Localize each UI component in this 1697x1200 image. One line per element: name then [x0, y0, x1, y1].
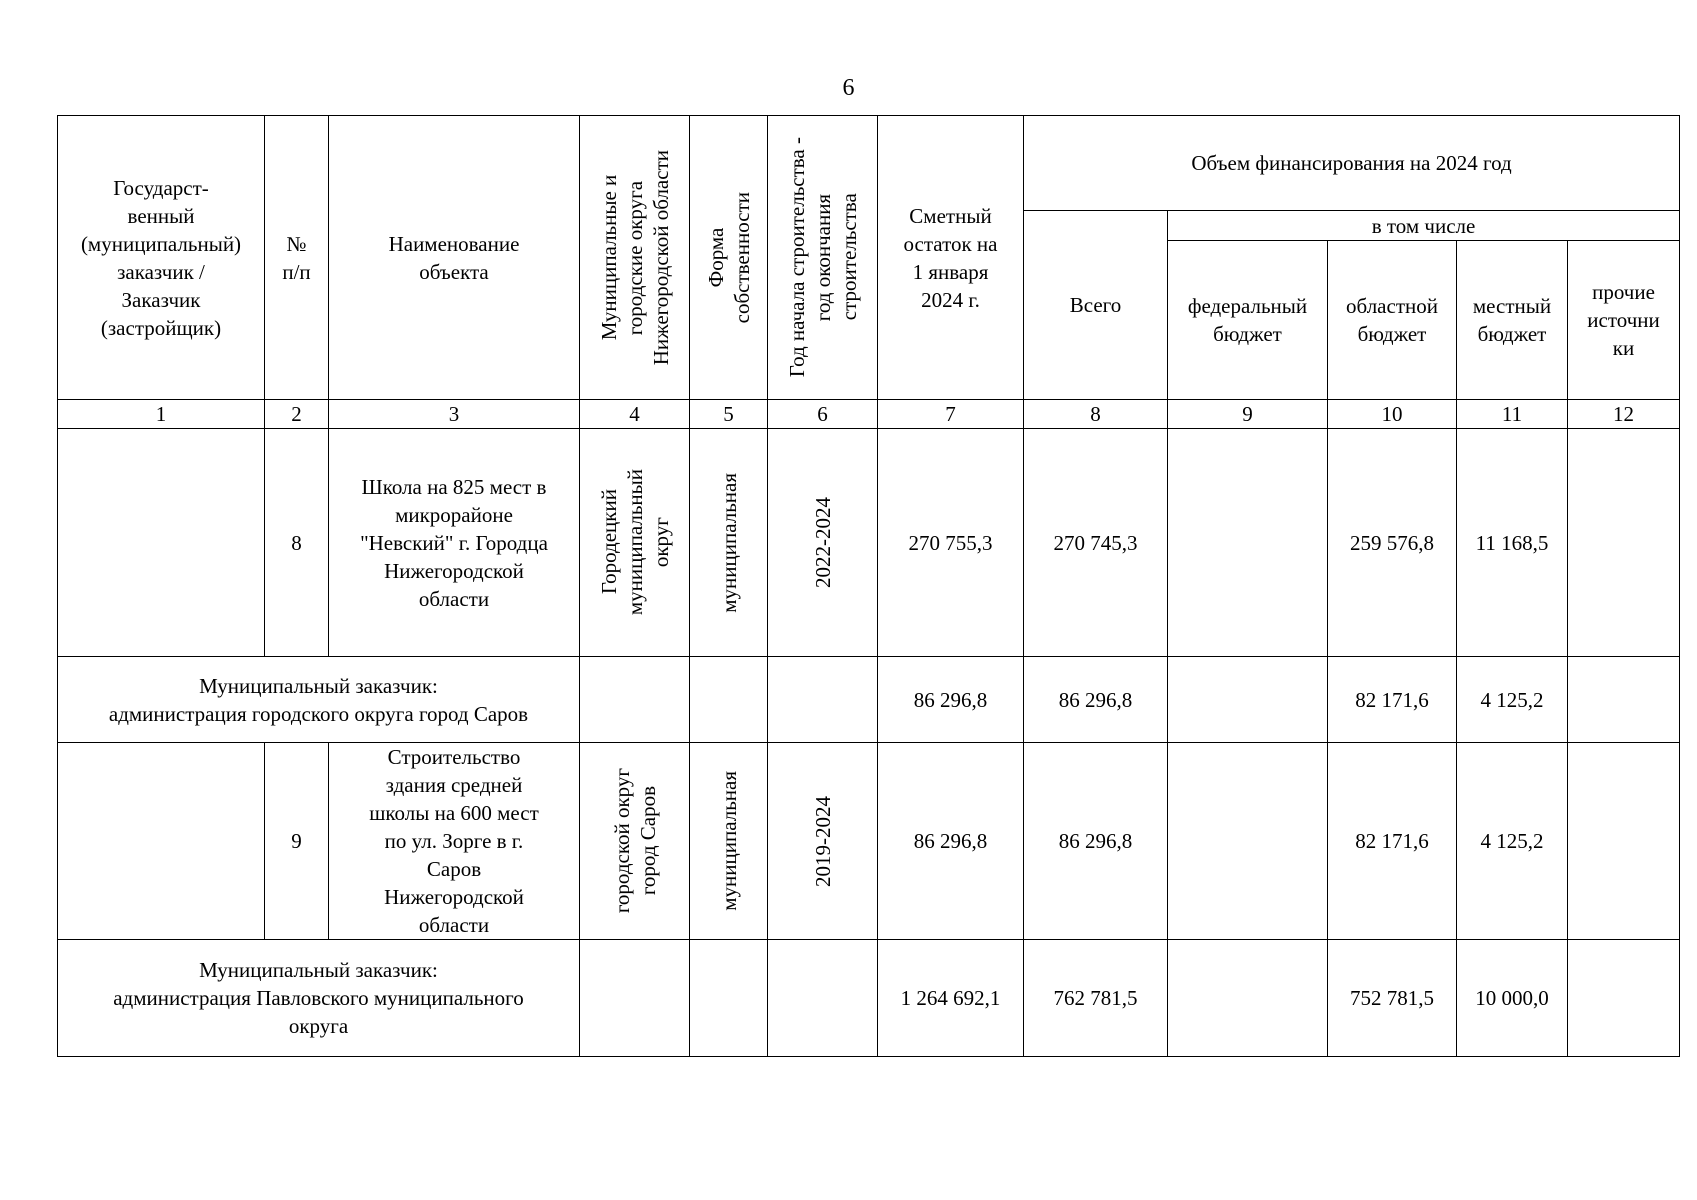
header-municipality	[580, 116, 690, 400]
header-financing: Объем финансирования на 2024 год	[1024, 116, 1680, 211]
column-number: 10	[1328, 400, 1457, 429]
cell-municipality	[580, 657, 690, 743]
cell-customer-summary: Муниципальный заказчик: администрация Павловского муниципального округа	[58, 940, 580, 1057]
cell-municipality-text: Городецкий муниципальный округ	[596, 469, 673, 616]
cell-regional: 82 171,6	[1328, 657, 1457, 743]
cell-customer	[58, 429, 265, 657]
cell-local: 11 168,5	[1457, 429, 1568, 657]
header-years-text: Год начала строительства - год окончания строительства	[784, 137, 861, 378]
column-number: 7	[878, 400, 1024, 429]
cell-years	[768, 743, 878, 940]
column-number: 6	[768, 400, 878, 429]
header-total: Всего	[1024, 211, 1168, 400]
column-number: 8	[1024, 400, 1168, 429]
cell-other	[1568, 940, 1680, 1057]
column-number: 9	[1168, 400, 1328, 429]
cell-federal	[1168, 657, 1328, 743]
header-estimate: Сметный остаток на 1 января 2024 г.	[878, 116, 1024, 400]
cell-number: 8	[265, 429, 329, 657]
cell-ownership	[690, 743, 768, 940]
column-number: 5	[690, 400, 768, 429]
cell-federal	[1168, 940, 1328, 1057]
header-federal: федеральный бюджет	[1168, 241, 1328, 400]
cell-ownership	[690, 429, 768, 657]
cell-years	[768, 657, 878, 743]
cell-object-name: Школа на 825 мест в микрорайоне "Невский" г. Городца Нижегородской области	[329, 429, 580, 657]
cell-customer-summary: Муниципальный заказчик: администрация городского округа город Саров	[58, 657, 580, 743]
cell-federal	[1168, 429, 1328, 657]
cell-ownership	[690, 657, 768, 743]
page-number: 6	[842, 75, 855, 101]
column-number: 12	[1568, 400, 1680, 429]
cell-estimate: 86 296,8	[878, 743, 1024, 940]
cell-total: 762 781,5	[1024, 940, 1168, 1057]
cell-other	[1568, 657, 1680, 743]
cell-local: 10 000,0	[1457, 940, 1568, 1057]
table-row	[58, 657, 1680, 743]
cell-other	[1568, 743, 1680, 940]
cell-local: 4 125,2	[1457, 657, 1568, 743]
cell-estimate: 86 296,8	[878, 657, 1024, 743]
cell-ownership	[690, 940, 768, 1057]
cell-years-text: 2019-2024	[810, 795, 835, 887]
column-number: 11	[1457, 400, 1568, 429]
financing-table	[57, 115, 1680, 1057]
header-object-name: Наименование объекта	[329, 116, 580, 400]
cell-years	[768, 940, 878, 1057]
column-numbers-row	[58, 400, 1680, 429]
column-number: 3	[329, 400, 580, 429]
cell-total: 270 745,3	[1024, 429, 1168, 657]
header-including: в том числе	[1168, 211, 1680, 241]
header-municipality-text: Муниципальные и городские округа Нижегородской области	[596, 149, 673, 366]
column-number: 1	[58, 400, 265, 429]
cell-federal	[1168, 743, 1328, 940]
cell-object-name: Строительство здания средней школы на 600 мест по ул. Зорге в г. Саров Нижегородской области	[329, 743, 580, 940]
cell-years	[768, 429, 878, 657]
cell-municipality	[580, 743, 690, 940]
cell-municipality	[580, 940, 690, 1057]
table-row	[58, 940, 1680, 1057]
cell-total: 86 296,8	[1024, 657, 1168, 743]
cell-ownership-text: муниципальная	[716, 771, 741, 911]
cell-regional: 752 781,5	[1328, 940, 1457, 1057]
cell-estimate: 270 755,3	[878, 429, 1024, 657]
header-ownership	[690, 116, 768, 400]
header-years	[768, 116, 878, 400]
cell-total: 86 296,8	[1024, 743, 1168, 940]
cell-ownership-text: муниципальная	[716, 472, 741, 613]
header-local: местный бюджет	[1457, 241, 1568, 400]
cell-municipality	[580, 429, 690, 657]
header-regional: областной бюджет	[1328, 241, 1457, 400]
cell-years-text: 2022-2024	[810, 497, 835, 588]
column-number: 2	[265, 400, 329, 429]
cell-local: 4 125,2	[1457, 743, 1568, 940]
table-row	[58, 429, 1680, 657]
cell-regional: 82 171,6	[1328, 743, 1457, 940]
header-other: прочие источни ки	[1568, 241, 1680, 400]
cell-number: 9	[265, 743, 329, 940]
column-number: 4	[580, 400, 690, 429]
cell-estimate: 1 264 692,1	[878, 940, 1024, 1057]
cell-municipality-text: городской округ город Саров	[609, 768, 660, 914]
header-ownership-text: Форма собственности	[703, 191, 754, 324]
header-number: № п/п	[265, 116, 329, 400]
header-row-1	[58, 116, 1680, 211]
cell-regional: 259 576,8	[1328, 429, 1457, 657]
header-customer: Государст- венный (муниципальный) заказчик / Заказчик (застройщик)	[58, 116, 265, 400]
cell-other	[1568, 429, 1680, 657]
table-row	[58, 743, 1680, 940]
cell-customer	[58, 743, 265, 940]
